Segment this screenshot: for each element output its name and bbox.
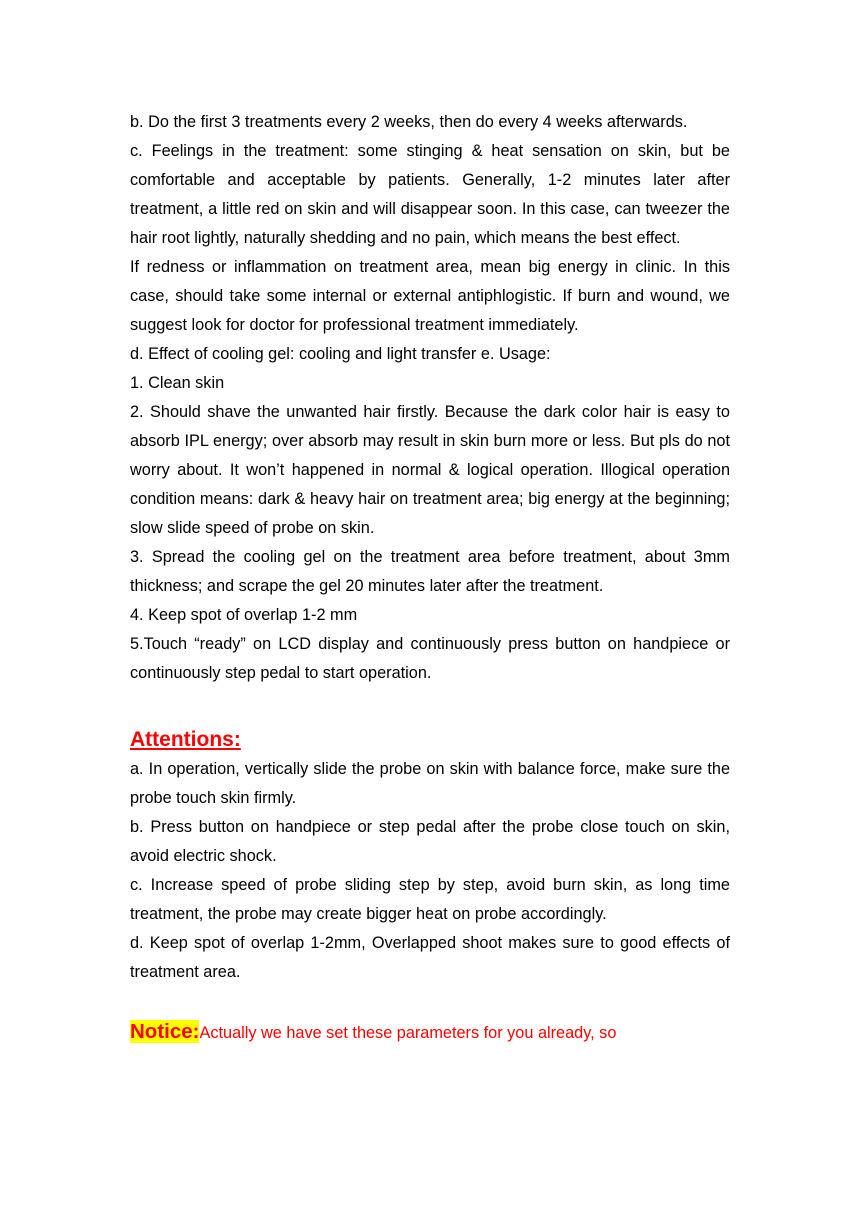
section-spacer [130, 987, 730, 1016]
notice-line [130, 1016, 730, 1049]
notice-text: Actually we have set these parameters for you already, so [199, 1024, 617, 1042]
usage-step-overlap: 4. Keep spot of overlap 1‐2 mm [130, 606, 358, 624]
attentions-heading: Attentions: [130, 728, 241, 751]
usage-step-clean-skin: 1. Clean skin [130, 374, 225, 392]
attention-item-a: a. In operation, vertically slide the probe on skin with balance force, make sure the probe touch skin firmly. [130, 760, 730, 807]
attention-item-c: c. Increase speed of probe sliding step by step, avoid burn skin, as long time treatment, the probe may create bigger heat on probe accordingly. [130, 876, 730, 923]
usage-step-shave-hair: 2. Should shave the unwanted hair firstly. Because the dark color hair is easy to absorb IPL energy; over absorb may result in skin burn more or less. But pls do not worry about. It won’t happened in normal & logical operation. Illogical operation condition means: dark & heavy hair on treatment area; big energy at the beginning; slow slide speed of probe on skin. [130, 403, 730, 537]
usage-step-touch-ready: 5.Touch “ready” on LCD display and continuously press button on handpiece or continuously step pedal to start operation. [130, 635, 730, 682]
paragraph-treatment-feelings: c. Feelings in the treatment: some stinging & heat sensation on skin, but be comfortable and acceptable by patients. Generally, 1‐2 minutes later after treatment, a little red on skin and will disappear soon. In this case, can tweezer the hair root lightly, naturally shedding and no pain, which means the best effect. [130, 142, 730, 247]
notice-label: Notice: [130, 1020, 200, 1043]
attention-item-b: b. Press button on handpiece or step pedal after the probe close touch on skin, avoid electric shock. [130, 818, 730, 865]
paragraph-cooling-gel-effect: d. Effect of cooling gel: cooling and light transfer e. Usage: [130, 345, 551, 363]
paragraph-redness-inflammation: If redness or inflammation on treatment area, mean big energy in clinic. In this case, should take some internal or external antiphlogistic. If burn and wound, we suggest look for doctor for professional treatment immediately. [130, 258, 730, 334]
document-page [130, 108, 730, 1049]
attention-item-d: d. Keep spot of overlap 1‐2mm, Overlapped shoot makes sure to good effects of treatment area. [130, 934, 730, 981]
usage-step-spread-gel: 3. Spread the cooling gel on the treatment area before treatment, about 3mm thickness; and scrape the gel 20 minutes later after the treatment. [130, 548, 730, 595]
paragraph-treatment-schedule: b. Do the first 3 treatments every 2 weeks, then do every 4 weeks afterwards. [130, 113, 688, 131]
section-spacer [130, 688, 730, 717]
